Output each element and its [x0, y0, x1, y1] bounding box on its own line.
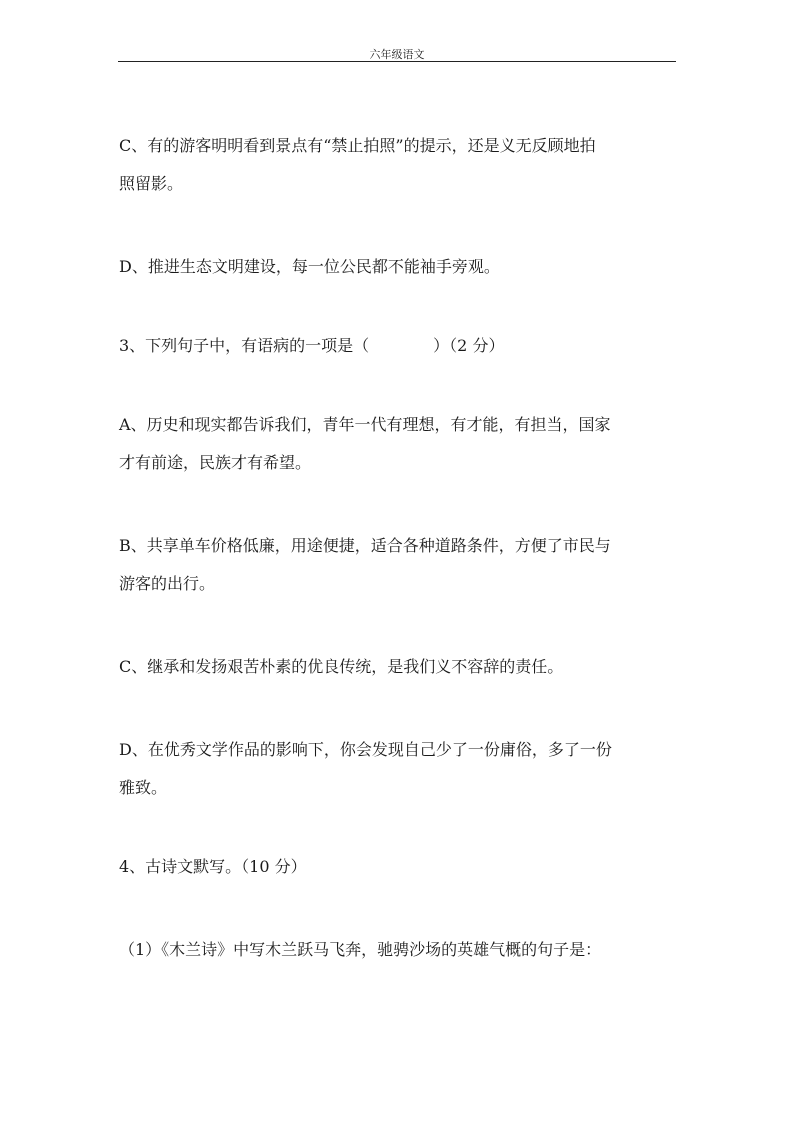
text-line: 游客的出行。 [119, 574, 216, 593]
text-line: C、有的游客明明看到景点有“禁止拍照”的提示，还是义无反顾地拍 [119, 136, 596, 155]
text-line: 才有前途，民族才有希望。 [119, 453, 312, 472]
text-line: B、共享单车价格低廉，用途便捷，适合各种道路条件，方便了市民与 [119, 536, 611, 555]
question-3 [119, 327, 679, 365]
text-line: 雅致。 [119, 778, 168, 797]
text-line: D、推进生态文明建设，每一位公民都不能袖手旁观。 [119, 257, 500, 276]
option-d-q3 [119, 731, 679, 807]
option-b-q3 [119, 527, 679, 603]
option-c-q3 [119, 648, 679, 686]
page-header-title: 六年级语文 [369, 48, 425, 61]
document-body [119, 127, 679, 969]
text-line: 照留影。 [119, 174, 184, 193]
question-text: 3、下列句子中，有语病的一项是（ ）（2 分） [119, 336, 505, 355]
option-c-q2 [119, 127, 679, 203]
question-4 [119, 848, 679, 886]
text-line: C、继承和发扬艰苦朴素的优良传统，是我们义不容辞的责任。 [119, 657, 564, 676]
option-a-q3 [119, 406, 679, 482]
text-line: D、在优秀文学作品的影响下，你会发现自己少了一份庸俗，多了一份 [119, 740, 612, 759]
question-text: 4、古诗文默写。（10 分） [119, 857, 307, 876]
text-line: A、历史和现实都告诉我们，青年一代有理想，有才能，有担当，国家 [119, 415, 611, 434]
question-4-1 [119, 931, 679, 969]
question-text: （1）《木兰诗》中写木兰跃马飞奔，驰骋沙场的英雄气概的句子是： [119, 940, 602, 959]
option-d-q2 [119, 248, 679, 286]
header-divider [118, 61, 676, 62]
